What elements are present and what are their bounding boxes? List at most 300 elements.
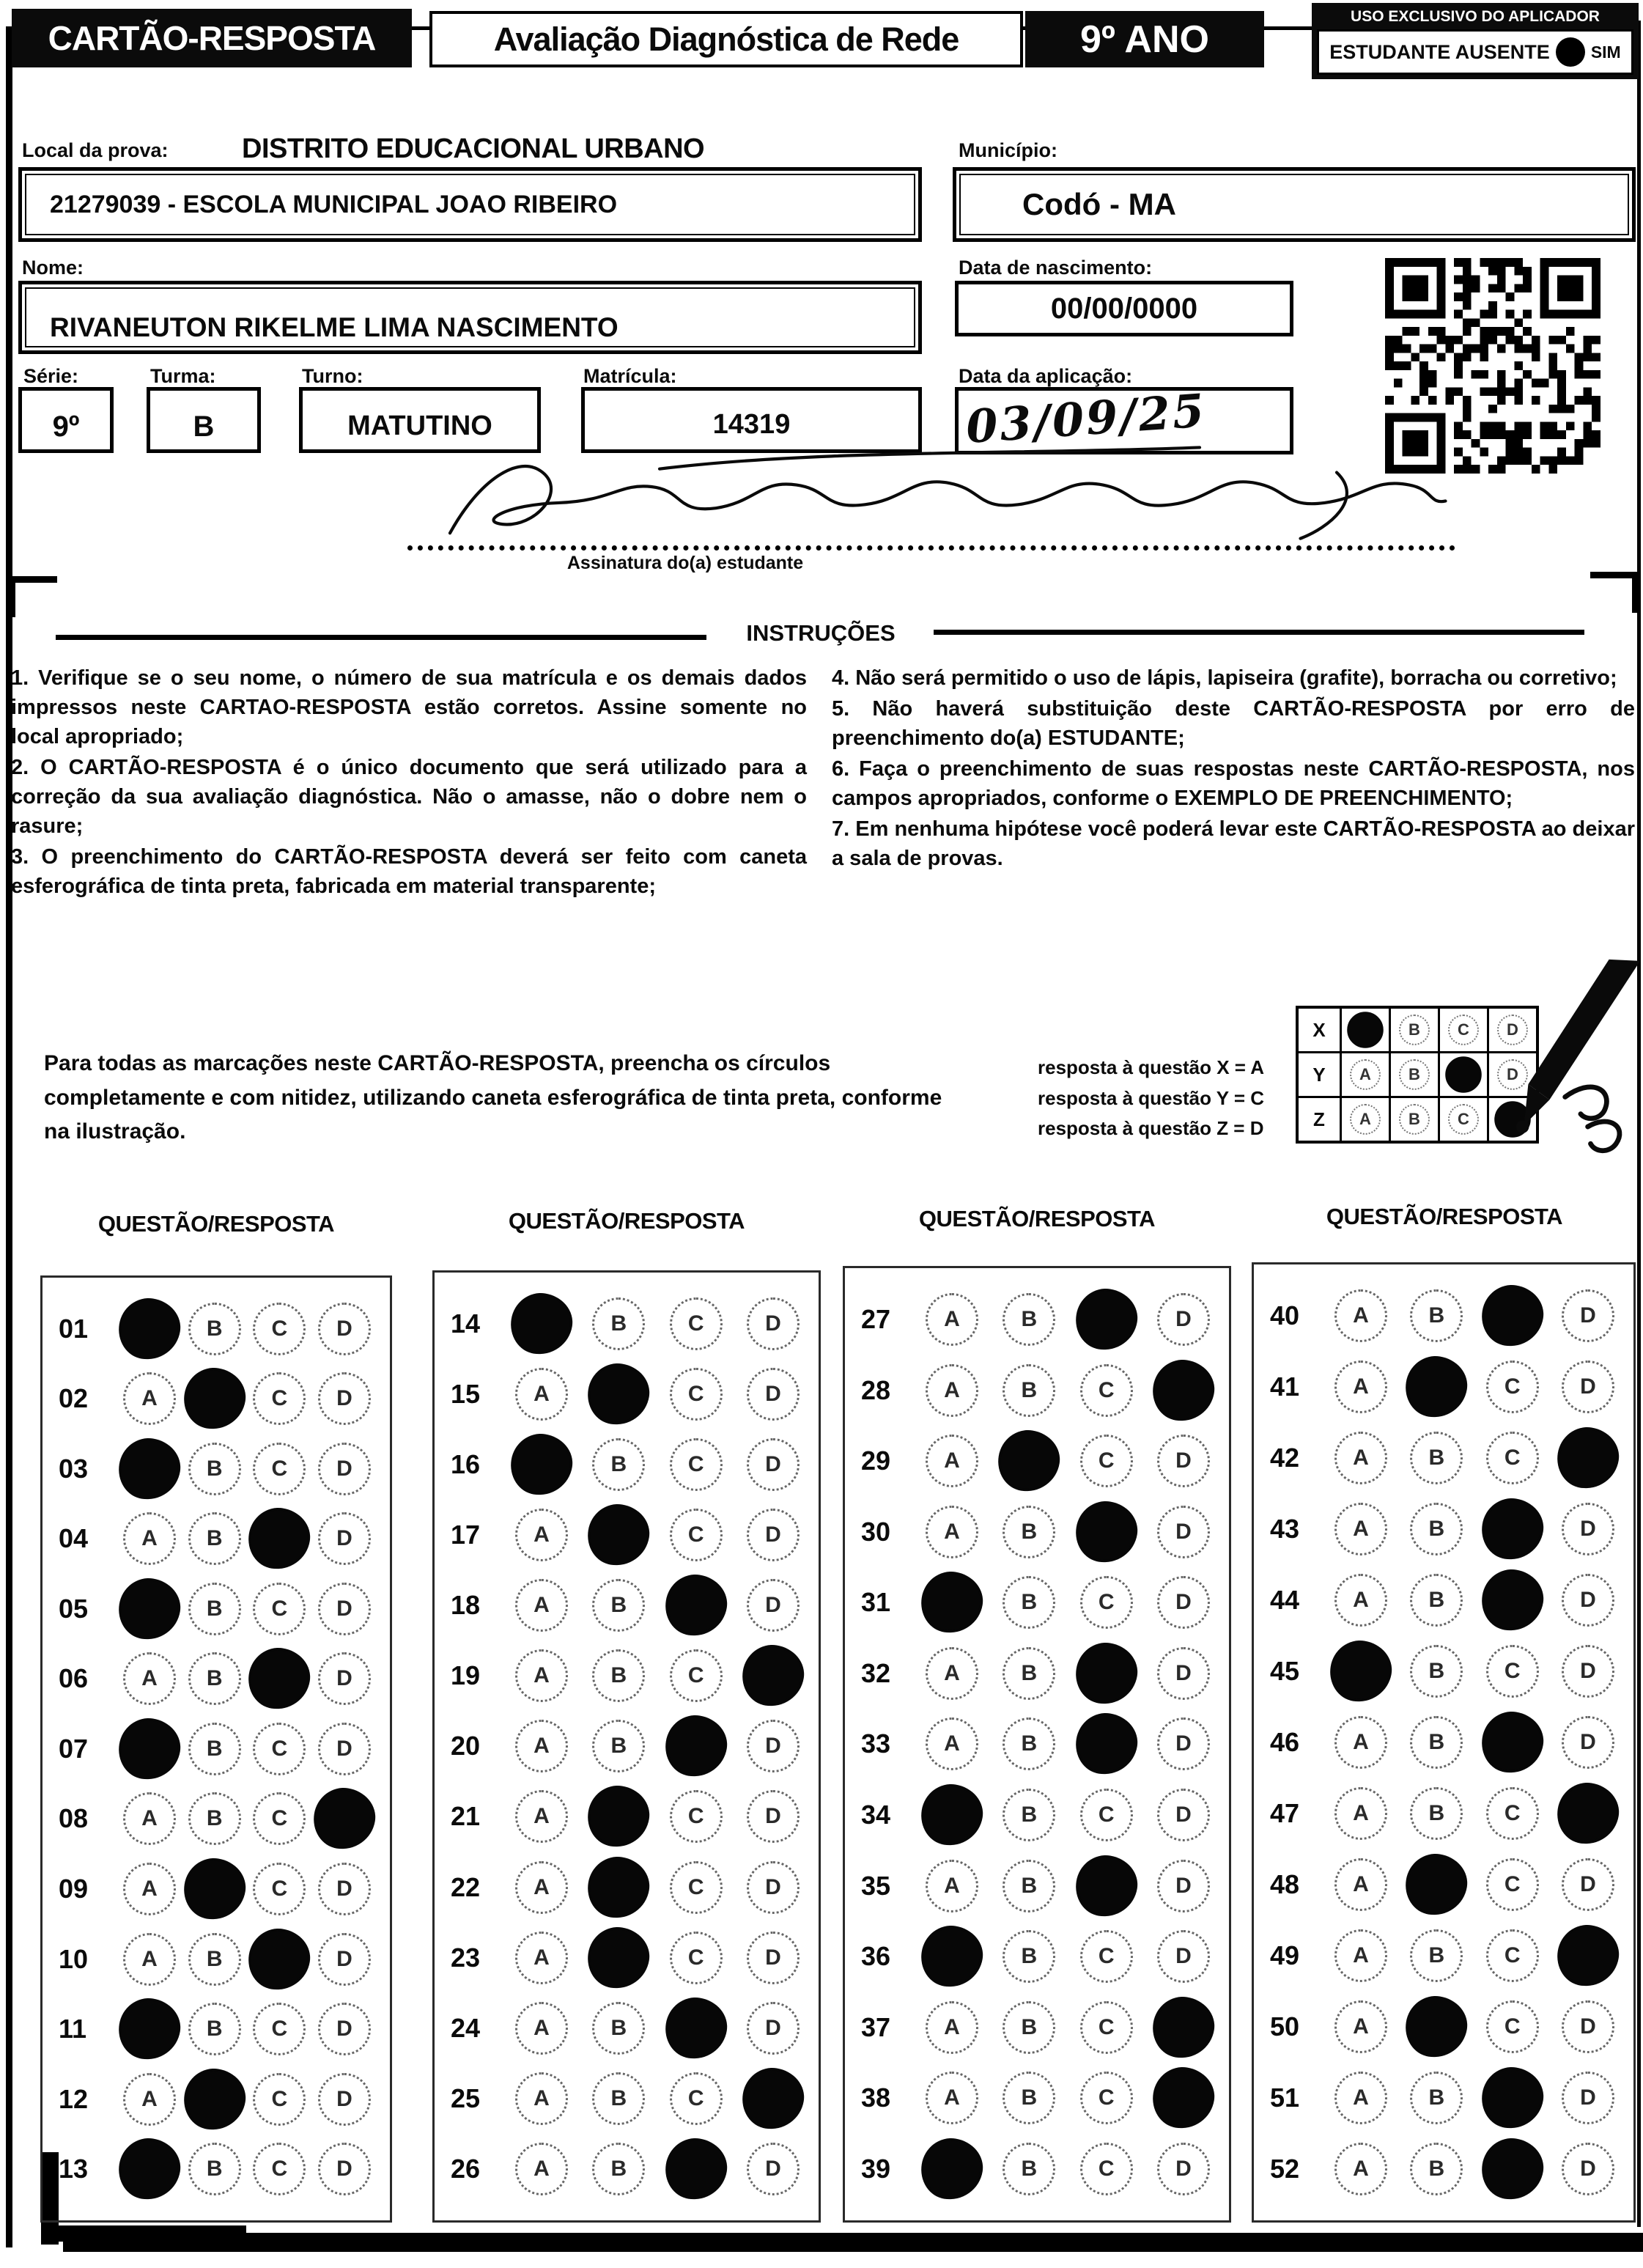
answer-bubble-21-A[interactable]: A	[515, 1790, 568, 1843]
answer-bubble-15-A[interactable]: A	[515, 1368, 568, 1421]
answer-bubble-08-D-filled[interactable]	[309, 1784, 380, 1855]
answer-bubble-46-B[interactable]: B	[1410, 1716, 1463, 1769]
answer-bubble-36-A-filled[interactable]	[917, 1921, 987, 1992]
turma-label: Turma:	[150, 365, 216, 387]
answer-bubble-32-A[interactable]: A	[926, 1647, 978, 1700]
question-number: 01	[59, 1313, 89, 1344]
answer-bubble-02-A[interactable]: A	[123, 1372, 176, 1425]
answer-bubble-05-C[interactable]: C	[253, 1583, 306, 1635]
answer-bubble-08-A[interactable]: A	[123, 1792, 176, 1845]
answer-bubble-37-B[interactable]: B	[1003, 2001, 1055, 2054]
answer-bubble-02-C[interactable]: C	[253, 1372, 306, 1425]
question-number: 50	[1270, 2011, 1300, 2041]
bubble-group	[123, 1583, 378, 1635]
answer-bubble-44-C-filled[interactable]	[1477, 1565, 1548, 1635]
answer-bubble-06-D[interactable]: D	[318, 1652, 371, 1705]
answer-bubble-31-B[interactable]: B	[1003, 1576, 1055, 1629]
answer-bubble-50-A[interactable]: A	[1334, 2000, 1387, 2053]
instruction-item: 5. Não haverá substituição deste CARTÃO-RESPOSTA por erro de preenchimento do(a) ESTUDANTE;	[832, 697, 1635, 751]
answer-bubble-31-A-filled[interactable]	[917, 1568, 987, 1638]
question-row-24	[451, 2002, 807, 2055]
example-cell	[1391, 1053, 1438, 1096]
answer-bubble-50-B-filled[interactable]	[1402, 1992, 1472, 2062]
answer-bubble-34-A-filled[interactable]	[917, 1780, 987, 1850]
answer-bubble-24-B[interactable]: B	[592, 2002, 645, 2055]
answer-bubble-12-B-filled[interactable]	[180, 2064, 250, 2135]
answer-bubble-49-C[interactable]: C	[1486, 1929, 1539, 1982]
answer-column-3	[843, 1266, 1231, 2223]
answer-bubble-38-A[interactable]: A	[926, 2072, 978, 2124]
question-number: 37	[861, 2011, 891, 2042]
answer-bubble-20-B[interactable]: B	[592, 1720, 645, 1772]
answer-bubble-08-C[interactable]: C	[253, 1792, 306, 1845]
answer-bubble-45-B[interactable]: B	[1410, 1645, 1463, 1698]
answer-bubble-08-B[interactable]: B	[188, 1792, 241, 1845]
answer-bubble-10-C-filled[interactable]	[245, 1924, 315, 1995]
question-row-13	[59, 2143, 378, 2195]
question-row-25	[451, 2072, 807, 2125]
answer-bubble-27-D[interactable]: D	[1157, 1293, 1210, 1346]
answer-bubble-16-B[interactable]: B	[592, 1438, 645, 1491]
answer-bubble-14-D[interactable]: D	[747, 1297, 800, 1350]
answer-bubble-16-A-filled[interactable]	[506, 1429, 577, 1500]
answer-bubble-52-C-filled[interactable]	[1477, 2134, 1548, 2204]
answer-bubble-35-C-filled[interactable]	[1071, 1851, 1142, 1921]
answer-bubble-22-C[interactable]: C	[670, 1861, 723, 1914]
answer-bubble-48-C[interactable]: C	[1486, 1858, 1539, 1911]
answer-bubble-09-C[interactable]: C	[253, 1863, 306, 1915]
question-number: 48	[1270, 1868, 1300, 1899]
answer-bubble-30-C-filled[interactable]	[1071, 1497, 1142, 1567]
answer-bubble-21-C[interactable]: C	[670, 1790, 723, 1843]
answer-bubble-19-D-filled[interactable]	[738, 1641, 808, 1712]
bubble-group	[515, 1297, 807, 1350]
answer-bubble-51-C-filled[interactable]	[1477, 2063, 1548, 2133]
answer-bubble-36-B[interactable]: B	[1003, 1930, 1055, 1983]
nascimento-value: 00/00/0000	[1050, 292, 1198, 325]
answer-bubble-14-A-filled[interactable]	[506, 1289, 577, 1359]
bubble-group	[926, 1789, 1217, 1841]
answer-bubble-30-B[interactable]: B	[1003, 1506, 1055, 1558]
answer-bubble-49-B[interactable]: B	[1410, 1929, 1463, 1982]
question-row-37	[861, 2001, 1217, 2054]
sheet-border-right	[1637, 21, 1641, 2227]
question-row-19	[451, 1649, 807, 1702]
bubble-group	[123, 1303, 378, 1355]
answer-bubble-09-D[interactable]: D	[318, 1863, 371, 1915]
bubble-group	[515, 1368, 807, 1421]
answer-bubble-26-C-filled[interactable]	[661, 2134, 731, 2204]
answer-bubble-12-A[interactable]: A	[123, 2073, 176, 2126]
turma-value: B	[193, 410, 215, 443]
bubble-group	[515, 2072, 807, 2125]
answer-bubble-01-B[interactable]: B	[188, 1303, 241, 1355]
answer-bubble-13-C[interactable]: C	[253, 2143, 306, 2195]
answer-bubble-47-C[interactable]: C	[1486, 1787, 1539, 1840]
answer-bubble-43-A[interactable]: A	[1334, 1503, 1387, 1555]
answer-bubble-20-A[interactable]: A	[515, 1720, 568, 1772]
bubble-group	[926, 1930, 1217, 1983]
answer-bubble-45-D[interactable]: D	[1562, 1645, 1614, 1698]
bubble-group	[1334, 2072, 1622, 2124]
answer-bubble-05-B[interactable]: B	[188, 1583, 241, 1635]
answer-bubble-33-D[interactable]: D	[1157, 1717, 1210, 1770]
question-number: 23	[451, 1942, 481, 1973]
answer-bubble-42-D-filled[interactable]	[1553, 1424, 1623, 1494]
question-row-01	[59, 1303, 378, 1355]
answer-bubble-13-D[interactable]: D	[318, 2143, 371, 2195]
answer-bubble-12-C[interactable]: C	[253, 2073, 306, 2126]
answer-bubble-26-A[interactable]: A	[515, 2143, 568, 2195]
answer-bubble-32-D[interactable]: D	[1157, 1647, 1210, 1700]
answer-bubble-29-C[interactable]: C	[1080, 1435, 1133, 1487]
answer-bubble-04-A[interactable]: A	[123, 1512, 176, 1565]
answer-bubble-27-B[interactable]: B	[1003, 1293, 1055, 1346]
answer-bubble-07-C[interactable]: C	[253, 1723, 306, 1775]
bubble-group	[926, 1717, 1217, 1770]
question-row-11	[59, 2003, 378, 2055]
question-number: 32	[861, 1657, 891, 1688]
answer-bubble-35-D[interactable]: D	[1157, 1860, 1210, 1912]
question-number: 45	[1270, 1656, 1300, 1687]
answer-bubble-29-B-filled[interactable]	[994, 1426, 1065, 1497]
matricula-field	[581, 387, 922, 453]
answer-bubble-14-C[interactable]: C	[670, 1297, 723, 1350]
answer-bubble-03-B[interactable]: B	[188, 1443, 241, 1495]
instructions-right-column	[832, 663, 1635, 875]
question-number: 21	[451, 1801, 481, 1832]
bubble-group	[926, 1293, 1217, 1346]
answer-bubble-26-B[interactable]: B	[592, 2143, 645, 2195]
answer-bubble-23-C[interactable]: C	[670, 1932, 723, 1984]
answer-bubble-41-B-filled[interactable]	[1402, 1352, 1472, 1423]
answer-bubble-35-A[interactable]: A	[926, 1860, 978, 1912]
student-absent-box	[1317, 29, 1633, 75]
question-number: 42	[1270, 1443, 1300, 1473]
instruction-item: 2. O CARTÃO-RESPOSTA é o único documento que será utilizado para a correção da sua avaliação diagnóstica. Não o amasse, não o dobre nem o rasure;	[11, 756, 807, 839]
answer-bubble-07-B[interactable]: B	[188, 1723, 241, 1775]
answer-bubble-02-D[interactable]: D	[318, 1372, 371, 1425]
answer-bubble-28-D-filled[interactable]	[1148, 1355, 1219, 1426]
answer-bubble-06-C-filled[interactable]	[245, 1644, 315, 1715]
answer-bubble-40-D[interactable]: D	[1562, 1289, 1614, 1342]
answer-bubble-24-C-filled[interactable]	[661, 1993, 731, 2063]
answer-bubble-15-B-filled[interactable]	[584, 1359, 654, 1429]
answer-bubble-34-B[interactable]: B	[1003, 1789, 1055, 1841]
question-number: 16	[451, 1449, 481, 1480]
answer-bubble-47-A[interactable]: A	[1334, 1787, 1387, 1840]
answer-bubble-14-B[interactable]: B	[592, 1297, 645, 1350]
answer-bubble-41-D[interactable]: D	[1562, 1361, 1614, 1413]
question-number: 26	[451, 2153, 481, 2184]
answer-bubble-43-C-filled[interactable]	[1477, 1494, 1548, 1564]
answer-bubble-45-A-filled[interactable]	[1326, 1636, 1396, 1706]
answer-bubble-04-D[interactable]: D	[318, 1512, 371, 1565]
answer-bubble-28-A[interactable]: A	[926, 1364, 978, 1417]
answer-bubble-33-C-filled[interactable]	[1071, 1709, 1142, 1780]
aplicacao-handwritten-value: 03/09/25	[964, 383, 1208, 454]
question-row-30	[861, 1506, 1217, 1558]
answer-bubble-24-D[interactable]: D	[747, 2002, 800, 2055]
answer-bubble-09-A[interactable]: A	[123, 1863, 176, 1915]
example-row-label: Z	[1299, 1098, 1340, 1141]
example-legend-line: resposta à questão Z = D	[1038, 1117, 1264, 1140]
answer-bubble-16-C[interactable]: C	[670, 1438, 723, 1491]
answer-bubble-11-C[interactable]: C	[253, 2003, 306, 2055]
question-number: 18	[451, 1590, 481, 1621]
question-row-05	[59, 1583, 378, 1635]
answer-bubble-18-D[interactable]: D	[747, 1579, 800, 1632]
bubble-group	[926, 2072, 1217, 2124]
answer-bubble-33-A[interactable]: A	[926, 1717, 978, 1770]
answer-bubble-11-B[interactable]: B	[188, 2003, 241, 2055]
answer-bubble-47-D-filled[interactable]	[1553, 1778, 1623, 1849]
answer-bubble-04-C-filled[interactable]	[245, 1504, 315, 1575]
answer-bubble-44-B[interactable]: B	[1410, 1574, 1463, 1627]
questao-resposta-header-4: QUESTÃO/RESPOSTA	[1326, 1204, 1563, 1229]
question-number: 40	[1270, 1300, 1300, 1331]
student-absent-filled-bubble[interactable]	[1556, 37, 1585, 67]
answer-bubble-11-A-filled[interactable]	[114, 1994, 185, 2064]
answer-bubble-40-B[interactable]: B	[1410, 1289, 1463, 1342]
answer-bubble-39-A-filled[interactable]	[917, 2134, 987, 2204]
nascimento-field	[955, 281, 1293, 336]
question-row-20	[451, 1720, 807, 1772]
answer-bubble-18-A[interactable]: A	[515, 1579, 568, 1632]
answer-bubble-28-C[interactable]: C	[1080, 1364, 1133, 1417]
answer-bubble-39-B[interactable]: B	[1003, 2143, 1055, 2195]
answer-bubble-25-A[interactable]: A	[515, 2072, 568, 2125]
question-number: 33	[861, 1728, 891, 1759]
turno-value: MATUTINO	[347, 410, 492, 441]
answer-bubble-42-A[interactable]: A	[1334, 1432, 1387, 1484]
exam-title: Avaliação Diagnóstica de Rede	[429, 11, 1023, 67]
example-cell	[1440, 1098, 1487, 1141]
answer-bubble-12-D[interactable]: D	[318, 2073, 371, 2126]
answer-bubble-38-D-filled[interactable]	[1148, 2063, 1219, 2133]
example-bubble-Y-B: B	[1399, 1059, 1430, 1090]
answer-bubble-34-C[interactable]: C	[1080, 1789, 1133, 1841]
answer-bubble-23-B-filled[interactable]	[584, 1923, 654, 1993]
answer-bubble-37-D-filled[interactable]	[1148, 1992, 1219, 2063]
answer-bubble-38-B[interactable]: B	[1003, 2072, 1055, 2124]
answer-bubble-36-D[interactable]: D	[1157, 1930, 1210, 1983]
answer-bubble-20-D[interactable]: D	[747, 1720, 800, 1772]
answer-bubble-19-A[interactable]: A	[515, 1649, 568, 1702]
answer-bubble-40-C-filled[interactable]	[1477, 1281, 1548, 1352]
answer-bubble-36-C[interactable]: C	[1080, 1930, 1133, 1983]
answer-bubble-48-A[interactable]: A	[1334, 1858, 1387, 1911]
answer-bubble-19-B[interactable]: B	[592, 1649, 645, 1702]
answer-bubble-29-D[interactable]: D	[1157, 1435, 1210, 1487]
answer-bubble-21-D[interactable]: D	[747, 1790, 800, 1843]
answer-bubble-25-B[interactable]: B	[592, 2072, 645, 2125]
answer-bubble-25-D-filled[interactable]	[738, 2063, 808, 2134]
answer-bubble-22-D[interactable]: D	[747, 1861, 800, 1914]
answer-bubble-52-A[interactable]: A	[1334, 2143, 1387, 2195]
answer-bubble-41-C[interactable]: C	[1486, 1361, 1539, 1413]
answer-bubble-21-B-filled[interactable]	[584, 1782, 654, 1852]
answer-bubble-05-D[interactable]: D	[318, 1583, 371, 1635]
answer-bubble-38-C[interactable]: C	[1080, 2072, 1133, 2124]
answer-bubble-39-D[interactable]: D	[1157, 2143, 1210, 2195]
answer-bubble-43-D[interactable]: D	[1562, 1503, 1614, 1555]
answer-bubble-10-A[interactable]: A	[123, 1933, 176, 1986]
answer-bubble-17-D[interactable]: D	[747, 1509, 800, 1561]
question-row-36	[861, 1930, 1217, 1983]
question-number: 49	[1270, 1940, 1300, 1970]
answer-bubble-22-A[interactable]: A	[515, 1861, 568, 1914]
answer-bubble-13-B[interactable]: B	[188, 2143, 241, 2195]
question-number: 38	[861, 2083, 891, 2113]
example-bubble-Y-D: D	[1497, 1059, 1528, 1090]
answer-bubble-32-B[interactable]: B	[1003, 1647, 1055, 1700]
answer-bubble-07-A-filled[interactable]	[114, 1714, 185, 1784]
answer-bubble-43-B[interactable]: B	[1410, 1503, 1463, 1555]
answer-bubble-17-B-filled[interactable]	[584, 1500, 654, 1570]
answer-bubble-33-B[interactable]: B	[1003, 1717, 1055, 1770]
answer-bubble-15-D[interactable]: D	[747, 1368, 800, 1421]
answer-bubble-50-C[interactable]: C	[1486, 2000, 1539, 2053]
question-row-32	[861, 1647, 1217, 1700]
answer-bubble-40-A[interactable]: A	[1334, 1289, 1387, 1342]
answer-bubble-52-D[interactable]: D	[1562, 2143, 1614, 2195]
answer-bubble-37-A[interactable]: A	[926, 2001, 978, 2054]
answer-bubble-35-B[interactable]: B	[1003, 1860, 1055, 1912]
question-row-23	[451, 1932, 807, 1984]
answer-bubble-48-B-filled[interactable]	[1402, 1849, 1472, 1920]
answer-bubble-39-C[interactable]: C	[1080, 2143, 1133, 2195]
answer-bubble-31-D[interactable]: D	[1157, 1576, 1210, 1629]
question-row-40	[1270, 1289, 1622, 1342]
question-number: 12	[59, 2083, 89, 2114]
answer-bubble-05-A-filled[interactable]	[114, 1574, 185, 1644]
answer-bubble-15-C[interactable]: C	[670, 1368, 723, 1421]
answer-bubble-06-A[interactable]: A	[123, 1652, 176, 1705]
question-row-17	[451, 1509, 807, 1561]
question-row-43	[1270, 1503, 1622, 1555]
answer-bubble-03-C[interactable]: C	[253, 1443, 306, 1495]
answer-bubble-42-B[interactable]: B	[1410, 1432, 1463, 1484]
answer-bubble-02-B-filled[interactable]	[180, 1364, 250, 1435]
answer-bubble-50-D[interactable]: D	[1562, 2000, 1614, 2053]
answer-bubble-46-C-filled[interactable]	[1477, 1707, 1548, 1778]
answer-bubble-49-A[interactable]: A	[1334, 1929, 1387, 1982]
answer-bubble-20-C-filled[interactable]	[661, 1712, 731, 1782]
answer-bubble-10-D[interactable]: D	[318, 1933, 371, 1986]
sheet-border-bottom	[63, 2233, 1643, 2252]
answer-bubble-22-B-filled[interactable]	[584, 1852, 654, 1923]
bubble-group	[515, 1579, 807, 1632]
answer-bubble-04-B[interactable]: B	[188, 1512, 241, 1565]
answer-bubble-10-B[interactable]: B	[188, 1933, 241, 1986]
question-number: 06	[59, 1663, 89, 1694]
answer-bubble-01-D[interactable]: D	[318, 1303, 371, 1355]
answer-bubble-44-D[interactable]: D	[1562, 1574, 1614, 1627]
answer-bubble-34-D[interactable]: D	[1157, 1789, 1210, 1841]
example-cell	[1342, 1053, 1389, 1096]
answer-bubble-16-D[interactable]: D	[747, 1438, 800, 1491]
question-number: 34	[861, 1799, 891, 1830]
example-bubble-Z-C: C	[1448, 1104, 1479, 1135]
answer-bubble-52-B[interactable]: B	[1410, 2143, 1463, 2195]
answer-bubble-44-A[interactable]: A	[1334, 1574, 1387, 1627]
answer-bubble-13-A-filled[interactable]	[114, 2134, 185, 2204]
example-bubble-X-D: D	[1497, 1015, 1528, 1045]
answer-bubble-42-C[interactable]: C	[1486, 1432, 1539, 1484]
question-number: 28	[861, 1374, 891, 1405]
answer-bubble-18-B[interactable]: B	[592, 1579, 645, 1632]
answer-bubble-46-D[interactable]: D	[1562, 1716, 1614, 1769]
answer-bubble-09-B-filled[interactable]	[180, 1854, 250, 1924]
answer-bubble-29-A[interactable]: A	[926, 1435, 978, 1487]
question-number: 25	[451, 2083, 481, 2113]
answer-bubble-24-A[interactable]: A	[515, 2002, 568, 2055]
answer-bubble-23-D[interactable]: D	[747, 1932, 800, 1984]
answer-bubble-31-C[interactable]: C	[1080, 1576, 1133, 1629]
bubble-group	[1334, 1574, 1622, 1627]
answer-bubble-47-B[interactable]: B	[1410, 1787, 1463, 1840]
answer-bubble-26-D[interactable]: D	[747, 2143, 800, 2195]
answer-bubble-03-D[interactable]: D	[318, 1443, 371, 1495]
answer-bubble-03-A-filled[interactable]	[114, 1434, 185, 1504]
answer-bubble-01-C[interactable]: C	[253, 1303, 306, 1355]
answer-bubble-17-A[interactable]: A	[515, 1509, 568, 1561]
answer-bubble-27-A[interactable]: A	[926, 1293, 978, 1346]
answer-bubble-37-C[interactable]: C	[1080, 2001, 1133, 2054]
answer-bubble-45-C[interactable]: C	[1486, 1645, 1539, 1698]
answer-bubble-19-C[interactable]: C	[670, 1649, 723, 1702]
answer-bubble-51-A[interactable]: A	[1334, 2072, 1387, 2124]
answer-bubble-48-D[interactable]: D	[1562, 1858, 1614, 1911]
answer-bubble-01-A-filled[interactable]	[114, 1294, 185, 1364]
answer-bubble-11-D[interactable]: D	[318, 2003, 371, 2055]
answer-bubble-17-C[interactable]: C	[670, 1509, 723, 1561]
answer-bubble-27-C-filled[interactable]	[1071, 1284, 1142, 1355]
answer-bubble-25-C[interactable]: C	[670, 2072, 723, 2125]
example-cell	[1391, 1098, 1438, 1141]
question-number: 43	[1270, 1514, 1300, 1544]
answer-bubble-49-D-filled[interactable]	[1553, 1921, 1623, 1991]
example-bubble-Z-D-filled	[1494, 1101, 1531, 1138]
question-number: 02	[59, 1383, 89, 1414]
answer-bubble-41-A[interactable]: A	[1334, 1361, 1387, 1413]
answer-bubble-06-B[interactable]: B	[188, 1652, 241, 1705]
question-number: 31	[861, 1587, 891, 1618]
question-number: 19	[451, 1660, 481, 1691]
answer-bubble-23-A[interactable]: A	[515, 1932, 568, 1984]
instructions-rule-left	[56, 635, 706, 640]
question-number: 17	[451, 1520, 481, 1550]
applicator-panel	[1312, 3, 1639, 79]
question-row-29	[861, 1435, 1217, 1487]
answer-bubble-32-C-filled[interactable]	[1071, 1638, 1142, 1709]
answer-bubble-18-C-filled[interactable]	[661, 1571, 731, 1641]
question-number: 30	[861, 1516, 891, 1547]
answer-bubble-28-B[interactable]: B	[1003, 1364, 1055, 1417]
answer-bubble-07-D[interactable]: D	[318, 1723, 371, 1775]
question-row-27	[861, 1293, 1217, 1346]
answer-bubble-30-A[interactable]: A	[926, 1506, 978, 1558]
answer-column-2	[432, 1270, 821, 2223]
bubble-group	[515, 1509, 807, 1561]
answer-bubble-51-B[interactable]: B	[1410, 2072, 1463, 2124]
answer-bubble-51-D[interactable]: D	[1562, 2072, 1614, 2124]
bubble-group	[123, 1652, 378, 1705]
answer-bubble-46-A[interactable]: A	[1334, 1716, 1387, 1769]
answer-bubble-30-D[interactable]: D	[1157, 1506, 1210, 1558]
question-row-50	[1270, 2000, 1622, 2053]
